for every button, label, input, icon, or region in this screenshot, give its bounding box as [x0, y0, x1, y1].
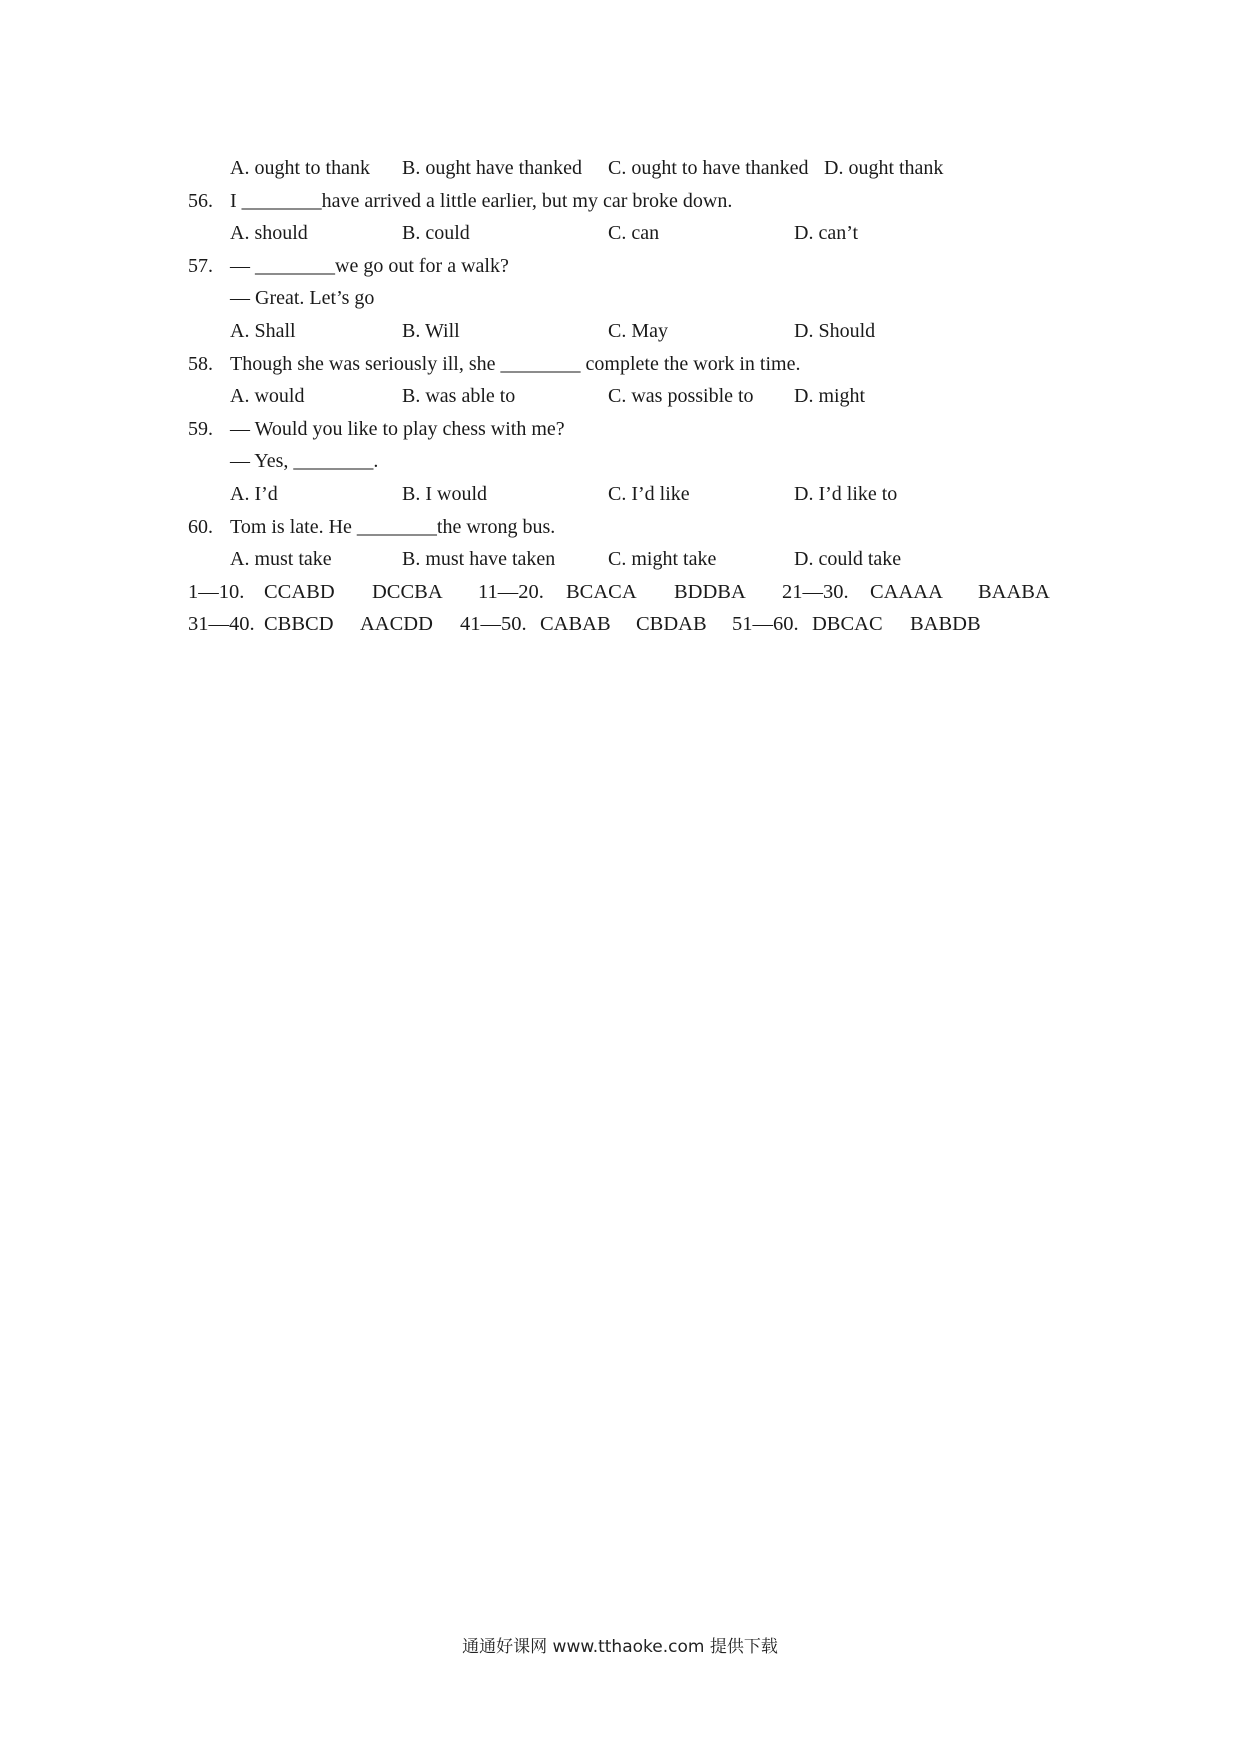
answer-key: DCCBA — [372, 580, 443, 603]
q59-stem — [188, 413, 1068, 446]
q60-option-d: D. could take — [794, 548, 902, 571]
q59-number: 59. — [188, 417, 213, 440]
answer-key: BCACA — [566, 580, 637, 603]
answer-key: BDDBA — [674, 580, 746, 603]
q59-reply — [188, 445, 1068, 478]
answer-range: 41—50. — [460, 613, 527, 636]
q57-option-c: C. May — [608, 319, 668, 342]
answer-range: 11—20. — [478, 580, 544, 603]
answer-key: DBCAC — [812, 613, 883, 636]
answer-key: BABDB — [910, 613, 981, 636]
answer-key: BAABA — [978, 580, 1050, 603]
q55-option-b: B. ought have thanked — [402, 157, 582, 179]
q60-option-a: A. must take — [230, 548, 332, 571]
answer-key: CBDAB — [636, 613, 707, 636]
answer-key-row-1 — [188, 576, 1068, 609]
q57-text: — ________we go out for a walk? — [230, 254, 509, 277]
q55-options — [188, 152, 1068, 185]
q59-options — [188, 478, 1068, 511]
answer-key: CCABD — [264, 580, 335, 603]
q56-option-a: A. should — [230, 222, 308, 245]
q57-reply — [188, 282, 1068, 315]
q59-option-b: B. I would — [402, 482, 487, 505]
q57-option-d: D. Should — [794, 319, 876, 342]
answer-key: CBBCD — [264, 613, 334, 636]
q58-option-a: A. would — [230, 385, 305, 408]
q59-option-c: C. I’d like — [608, 482, 690, 505]
q59-reply-text: — Yes, ________. — [230, 450, 379, 473]
q60-options — [188, 543, 1068, 576]
q56-options — [188, 217, 1068, 250]
q57-option-a: A. Shall — [230, 319, 296, 342]
answer-key: AACDD — [360, 613, 433, 636]
page-footer: 通通好课网 www.tthaoke.com 提供下载 — [462, 1637, 778, 1657]
q56-option-d: D. can’t — [794, 222, 859, 245]
answer-range: 21—30. — [782, 580, 849, 603]
q58-option-b: B. was able to — [402, 385, 516, 408]
q56-option-b: B. could — [402, 222, 470, 245]
q58-option-c: C. was possible to — [608, 385, 754, 408]
answer-key: CAAAA — [870, 580, 943, 603]
answer-range: 1—10. — [188, 580, 245, 603]
q56-stem — [188, 185, 1068, 218]
q56-text: I ________have arrived a little earlier, but my car broke down. — [230, 189, 733, 212]
q55-option-d: D. ought thank — [824, 157, 944, 179]
answer-range: 31—40. — [188, 613, 255, 636]
q58-text: Though she was seriously ill, she ________ complete the work in time. — [230, 352, 801, 375]
answer-key-row-2 — [188, 608, 1068, 641]
question-list — [188, 152, 1068, 641]
q55-option-a: A. ought to thank — [230, 157, 370, 179]
q60-option-c: C. might take — [608, 548, 717, 571]
q58-stem — [188, 348, 1068, 381]
q60-text: Tom is late. He ________the wrong bus. — [230, 515, 556, 538]
q60-option-b: B. must have taken — [402, 548, 556, 571]
q57-reply-text: — Great. Let’s go — [230, 287, 375, 310]
answer-key: CABAB — [540, 613, 611, 636]
q57-option-b: B. Will — [402, 319, 460, 342]
q59-option-a: A. I’d — [230, 482, 278, 505]
q60-stem — [188, 511, 1068, 544]
q58-number: 58. — [188, 352, 213, 375]
q58-option-d: D. might — [794, 385, 866, 408]
answer-range: 51—60. — [732, 613, 799, 636]
q58-options — [188, 380, 1068, 413]
q56-number: 56. — [188, 189, 213, 212]
q59-text: — Would you like to play chess with me? — [230, 417, 565, 440]
q57-stem — [188, 250, 1068, 283]
q57-number: 57. — [188, 254, 213, 277]
q57-options — [188, 315, 1068, 348]
q56-option-c: C. can — [608, 222, 660, 245]
q59-option-d: D. I’d like to — [794, 482, 898, 505]
q55-option-c: C. ought to have thanked — [608, 157, 809, 179]
q60-number: 60. — [188, 515, 213, 538]
